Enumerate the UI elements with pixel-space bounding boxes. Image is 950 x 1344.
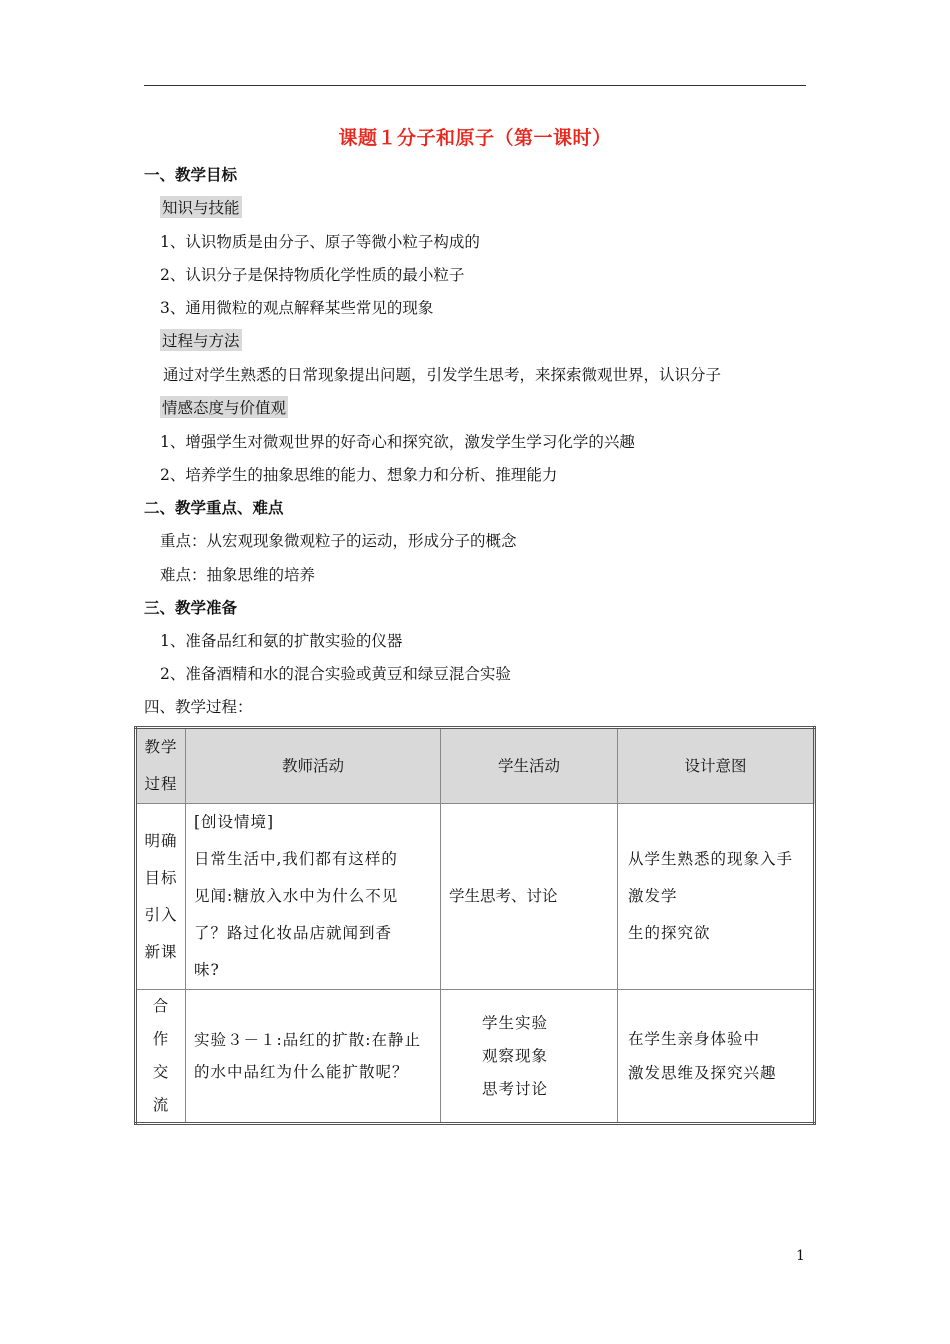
teacher-line: 的水中品红为什么能扩散呢？ bbox=[194, 1063, 409, 1081]
knowledge-item: 2、认识分子是保持物质化学性质的最小粒子 bbox=[160, 266, 465, 284]
teacher-line: [创设情境] bbox=[194, 813, 275, 831]
knowledge-item: 3、通用微粒的观点解释某些常见的现象 bbox=[160, 299, 434, 317]
teacher-line: 见闻:糖放入水中为什么不见 bbox=[194, 887, 399, 905]
table-row bbox=[136, 804, 815, 990]
student-line: 观察现象 bbox=[482, 1046, 549, 1065]
subheading-knowledge: 知识与技能 bbox=[160, 196, 242, 218]
header-rule bbox=[144, 85, 806, 86]
emotion-item: 1、增强学生对微观世界的好奇心和探究欲，激发学生学习化学的兴趣 bbox=[160, 433, 635, 451]
subheading-process: 过程与方法 bbox=[160, 329, 242, 351]
student-line: 思考讨论 bbox=[482, 1079, 549, 1098]
header-stage-line: 教学 bbox=[144, 738, 178, 756]
stage-line: 合 bbox=[152, 997, 170, 1015]
row1-design bbox=[618, 804, 815, 990]
stage-line: 明确 bbox=[144, 831, 178, 850]
teacher-line: 日常生活中,我们都有这样的 bbox=[194, 850, 398, 868]
section-heading-preparation: 三、教学准备 bbox=[144, 598, 238, 617]
header-teacher: 教师活动 bbox=[186, 728, 441, 804]
section-heading-key-points: 二、教学重点、难点 bbox=[144, 498, 284, 517]
section-heading-objectives: 一、教学目标 bbox=[144, 165, 238, 184]
key-point-text: 重点：从宏观现象微观粒子的运动，形成分子的概念 bbox=[160, 532, 517, 550]
stage-line: 交 bbox=[152, 1063, 170, 1081]
teacher-line: 了？路过化妆品店就闻到香 bbox=[194, 924, 393, 942]
header-design: 设计意图 bbox=[618, 728, 815, 804]
difficult-point-text: 难点：抽象思维的培养 bbox=[160, 566, 316, 584]
row2-stage bbox=[136, 990, 186, 1124]
stage-line: 新课 bbox=[144, 942, 178, 961]
design-line: 生的探究欲 bbox=[628, 924, 711, 942]
row2-student bbox=[441, 990, 618, 1124]
table-header-row bbox=[136, 728, 815, 804]
design-line: 激发思维及探究兴趣 bbox=[628, 1064, 777, 1082]
knowledge-item: 1、认识物质是由分子、原子等微小粒子构成的 bbox=[160, 233, 480, 251]
table-row bbox=[136, 990, 815, 1124]
row2-teacher bbox=[186, 990, 441, 1124]
design-line: 从学生熟悉的现象入手激发学 bbox=[628, 850, 794, 905]
row1-student: 学生思考、讨论 bbox=[441, 804, 618, 990]
teacher-line: 味? bbox=[194, 961, 220, 979]
row1-teacher bbox=[186, 804, 441, 990]
header-stage bbox=[136, 728, 186, 804]
stage-line: 流 bbox=[152, 1096, 170, 1114]
document-title: 课题１分子和原子（第一课时） bbox=[338, 127, 612, 149]
student-line: 学生实验 bbox=[482, 1013, 549, 1032]
teaching-process-table bbox=[134, 726, 816, 1125]
stage-line: 引入 bbox=[144, 905, 178, 924]
design-line: 在学生亲身体验中 bbox=[628, 1030, 761, 1048]
section-heading-process: 四、教学过程： bbox=[144, 698, 253, 716]
emotion-item: 2、培养学生的抽象思维的能力、想象力和分析、推理能力 bbox=[160, 466, 558, 484]
process-text: 通过对学生熟悉的日常现象提出问题，引发学生思考，来探索微观世界，认识分子 bbox=[163, 366, 722, 384]
page-number: 1 bbox=[796, 1248, 805, 1264]
stage-line: 作 bbox=[152, 1030, 170, 1048]
row2-design bbox=[618, 990, 815, 1124]
teacher-line: 实验３－１:品红的扩散:在静止 bbox=[194, 1031, 421, 1049]
prep-item: 2、准备酒精和水的混合实验或黄豆和绿豆混合实验 bbox=[160, 665, 511, 683]
row1-stage bbox=[136, 804, 186, 990]
header-student: 学生活动 bbox=[441, 728, 618, 804]
subheading-emotion: 情感态度与价值观 bbox=[160, 396, 288, 418]
stage-line: 目标 bbox=[144, 868, 178, 887]
prep-item: 1、准备品红和氨的扩散实验的仪器 bbox=[160, 632, 403, 650]
header-stage-line: 过程 bbox=[144, 775, 178, 793]
